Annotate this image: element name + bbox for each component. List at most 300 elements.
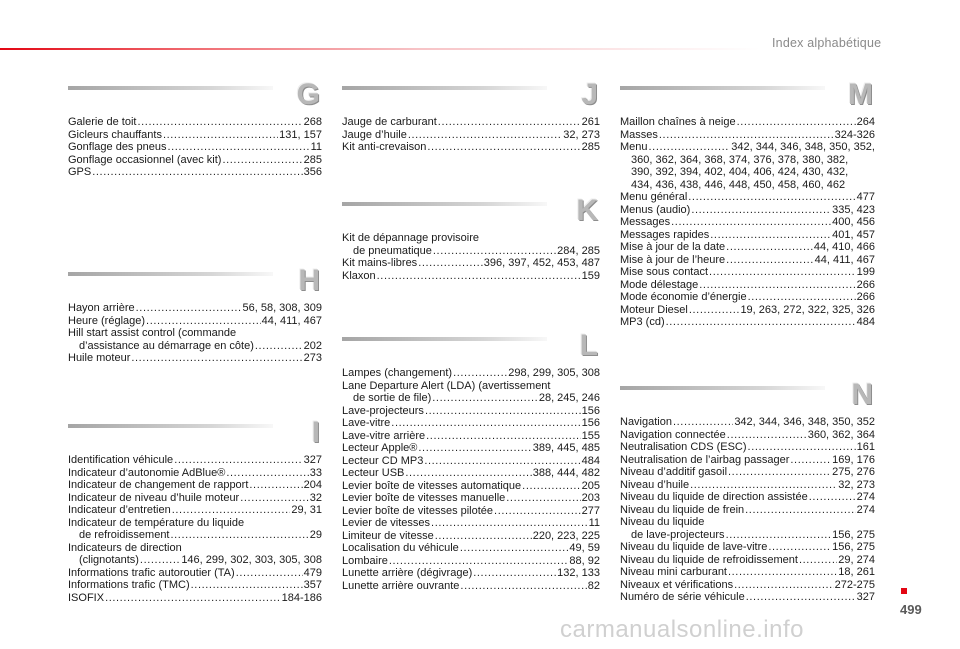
entry-term: Niveau du liquide de direction assistée (620, 491, 808, 503)
index-entry (68, 504, 322, 517)
entry-term: Lecteur USB (342, 467, 405, 479)
entry-list (68, 454, 322, 604)
header-rule (342, 337, 547, 341)
section-header (68, 78, 322, 116)
entry-term: Neutralisation de l’airbag passager (620, 453, 790, 466)
entry-term: Indicateur de changement de rapport (68, 479, 249, 491)
header-rule (620, 386, 825, 390)
entry-pages: 184-186 (281, 591, 322, 604)
entry-pages: 272-275 (834, 578, 875, 591)
entry-term: de sortie de file) (353, 392, 432, 404)
dot-leader (427, 141, 580, 154)
index-entry (342, 116, 600, 129)
dot-leader (425, 405, 581, 418)
dot-leader (191, 579, 303, 592)
dot-leader (709, 266, 856, 279)
entry-list (620, 116, 875, 329)
entry-term: Moteur Diesel (620, 303, 688, 316)
dot-leader (506, 492, 580, 505)
section-letter: I (311, 416, 320, 449)
entry-term: Kit mains-libres (342, 257, 418, 269)
dot-leader (726, 529, 832, 542)
entry-term: GPS (68, 166, 92, 178)
entry-pages: 33 (309, 466, 322, 479)
section-letter: M (848, 78, 873, 111)
index-entry (68, 517, 322, 542)
entry-term: Niveau d’huile (620, 478, 690, 491)
entry-list (342, 116, 600, 154)
entry-pages: 205 (581, 479, 600, 492)
index-entry (68, 315, 322, 328)
entry-term: Lunette arrière ouvrante (342, 579, 460, 592)
index-entry (342, 567, 600, 580)
section-header (68, 264, 322, 302)
entry-term-line: 434, 436, 438, 446, 448, 450, 458, 460, 462 (631, 178, 846, 191)
entry-term: Niveau du liquide de refroidissement (620, 553, 798, 566)
entry-pages: 49, 59 (569, 542, 600, 554)
entry-term: Lampes (changement) (342, 367, 453, 379)
entry-pages: 44, 410, 466 (813, 241, 875, 253)
entry-term: Niveaux et vérifications (620, 578, 734, 591)
entry-pages: 479 (303, 566, 322, 579)
entry-pages: 146, 299, 302, 303, 305, 308 (181, 554, 322, 566)
dot-leader (391, 417, 580, 430)
dot-leader (710, 229, 831, 242)
index-entry (342, 580, 600, 593)
dot-leader (649, 141, 731, 154)
entry-term: Jauge d’huile (342, 128, 407, 141)
entry-pages: 169, 176 (832, 453, 875, 466)
entry-pages: 400, 456 (832, 216, 875, 228)
dot-leader (438, 116, 581, 129)
entry-term: Menu général (620, 191, 688, 203)
header-rule (68, 86, 273, 90)
entry-pages: 29, 274 (838, 553, 875, 566)
entry-pages: 204 (303, 479, 322, 491)
dot-leader (167, 141, 309, 154)
entry-term: Hayon arrière (68, 302, 135, 314)
entry-pages: 155 (581, 429, 600, 442)
entry-pages: 396, 397, 452, 453, 487 (483, 257, 600, 269)
entry-pages: 161 (856, 441, 875, 453)
index-entry (342, 380, 600, 405)
entry-term: Levier boîte de vitesses pilotée (342, 504, 494, 517)
entry-list (342, 232, 600, 282)
entry-term: Levier boîte de vitesses manuelle (342, 492, 506, 504)
entry-pages: 484 (581, 454, 600, 467)
entry-term: de lave-projecteurs (631, 528, 725, 541)
dot-leader (136, 302, 242, 315)
entry-pages: 28, 245, 246 (538, 392, 600, 404)
index-entry (620, 566, 875, 579)
dot-leader (92, 166, 302, 179)
entry-pages: 88, 92 (569, 554, 600, 567)
dot-leader (728, 466, 831, 479)
entry-term: Informations trafic (TMC) (68, 579, 190, 591)
index-entry (68, 454, 322, 467)
entry-term: d’assistance au démarrage en côte) (79, 339, 254, 352)
entry-pages: 29 (309, 529, 322, 541)
entry-pages: 261 (581, 116, 600, 128)
entry-pages: 484 (856, 316, 875, 328)
index-section-g (68, 78, 322, 179)
index-entry (68, 166, 322, 179)
dot-leader (737, 116, 856, 129)
entry-term: Galerie de toit (68, 116, 137, 128)
dot-leader (405, 467, 531, 480)
index-entry (68, 479, 322, 492)
entry-pages: 56, 58, 308, 309 (242, 302, 322, 314)
entry-term-line: Hill start assist control (commande (68, 327, 237, 339)
index-entry (620, 254, 875, 267)
index-section-h (68, 264, 322, 365)
entry-term: Jauge de carburant (342, 116, 437, 128)
entry-term-line: Indicateurs de direction (68, 541, 182, 554)
corner-marker (901, 588, 907, 594)
entry-term-line: Lane Departure Alert (LDA) (avertissement (342, 379, 551, 392)
entry-term-line: 360, 362, 364, 368, 374, 376, 378, 380, 382, (631, 153, 849, 166)
index-section-l (342, 329, 600, 592)
dot-leader (688, 191, 855, 204)
index-entry (620, 579, 875, 592)
dot-leader (768, 541, 831, 554)
index-entry (68, 352, 322, 365)
entry-term: Indicateur d’autonomie AdBlue® (68, 466, 226, 479)
section-title: Index alphabétique (772, 36, 882, 50)
top-accent-bar (0, 48, 760, 50)
index-entry (620, 416, 875, 429)
entry-term: Niveau du liquide de frein (620, 503, 745, 516)
entry-term: Mise à jour de l’heure (620, 253, 726, 266)
entry-term: Niveau mini carburant (620, 566, 727, 578)
entry-pages: 389, 445, 485 (532, 442, 600, 454)
entry-term: Menus (audio) (620, 203, 691, 216)
entry-pages: 274 (856, 503, 875, 516)
entry-term-line: Kit de dépannage provisoire (342, 232, 479, 244)
dot-leader (690, 479, 837, 492)
index-entry (620, 516, 875, 541)
entry-term: Kit anti-crevaison (342, 141, 427, 153)
entry-term: (clignotants) (79, 554, 139, 566)
index-entry (620, 491, 875, 504)
entry-term: Numéro de série véhicule (620, 591, 745, 603)
entry-pages: 342, 344, 346, 348, 350, 352, (731, 141, 875, 153)
dot-leader (240, 492, 309, 505)
watermark: carmanualsonline.info (560, 616, 804, 643)
entry-pages: 275, 276 (832, 466, 875, 478)
entry-pages: 202 (303, 339, 322, 352)
entry-term: Mode délestage (620, 278, 699, 291)
section-header (342, 194, 600, 232)
index-entry (620, 454, 875, 467)
index-section-n (620, 378, 875, 604)
entry-list (342, 367, 600, 592)
dot-leader (691, 204, 831, 217)
entry-pages: 156 (581, 417, 600, 429)
index-entry (620, 466, 875, 479)
dot-leader (435, 530, 532, 543)
dot-leader (249, 479, 302, 492)
entry-term: Lave-projecteurs (342, 404, 424, 417)
index-entry (620, 216, 875, 229)
dot-leader (236, 567, 303, 580)
dot-leader (131, 352, 302, 365)
entry-term: Niveau du liquide de lave-vitre (620, 541, 768, 553)
dot-leader (140, 554, 180, 567)
section-letter: J (581, 78, 598, 111)
entry-term: ISOFIX (68, 591, 105, 604)
page-number: 499 (900, 602, 922, 617)
entry-pages: 159 (581, 269, 600, 282)
dot-leader (105, 592, 281, 605)
entry-term: Niveau d’additif gasoil (620, 466, 728, 478)
entry-term: Levier de vitesses (342, 517, 431, 529)
dot-leader (171, 529, 309, 542)
entry-pages: 327 (303, 454, 322, 466)
entry-pages: 285 (303, 153, 322, 166)
entry-term: Informations trafic autoroutier (TA) (68, 566, 235, 579)
entry-term: Gonflage des pneus (68, 141, 167, 153)
index-entry (342, 430, 600, 443)
entry-term-line: 390, 392, 394, 402, 404, 406, 424, 430, 432, (631, 166, 849, 178)
header-rule (342, 86, 547, 90)
index-entry (68, 141, 322, 154)
entry-term: Neutralisation CDS (ESC) (620, 441, 747, 453)
entry-term: Mise sous contact (620, 266, 709, 278)
entry-term: de refroidissement (79, 529, 170, 541)
dot-leader (172, 504, 291, 517)
entry-pages: 203 (581, 492, 600, 504)
entry-pages: 357 (303, 579, 322, 591)
entry-pages: 11 (588, 517, 600, 529)
entry-term: Lombaire (342, 554, 388, 567)
entry-pages: 19, 263, 272, 322, 325, 326 (740, 303, 875, 316)
section-header (68, 416, 322, 454)
entry-pages: 132, 133 (557, 567, 600, 579)
index-entry (342, 417, 600, 430)
dot-leader (460, 580, 586, 593)
index-entry (342, 505, 600, 518)
entry-term: Lecteur CD MP3 (342, 454, 424, 467)
index-entry (342, 442, 600, 455)
entry-pages: 156 (581, 404, 600, 417)
entry-term: Huile moteur (68, 352, 131, 364)
entry-term: Levier boîte de vitesses automatique (342, 479, 522, 492)
dot-leader (745, 504, 856, 517)
dot-leader (666, 316, 856, 329)
index-entry (620, 541, 875, 554)
entry-term: Gicleurs chauffants (68, 128, 162, 141)
dot-leader (418, 257, 483, 270)
entry-pages: 327 (856, 591, 875, 603)
dot-leader (377, 270, 581, 283)
dot-leader (726, 254, 813, 267)
dot-leader (424, 455, 580, 468)
entry-term: Masses (620, 128, 658, 141)
index-entry (342, 517, 600, 530)
index-entry (620, 141, 875, 191)
index-entry (68, 327, 322, 352)
section-letter: K (576, 194, 598, 227)
index-entry (620, 279, 875, 292)
entry-pages: 220, 223, 225 (532, 529, 600, 542)
entry-pages: 273 (303, 352, 322, 364)
entry-pages: 335, 423 (832, 203, 875, 216)
index-entry (620, 429, 875, 442)
dot-leader (163, 129, 278, 142)
entry-pages: 266 (856, 291, 875, 303)
section-letter: N (851, 378, 873, 411)
entry-pages: 360, 362, 364 (807, 428, 875, 441)
dot-leader (799, 554, 837, 567)
entry-pages: 285 (581, 141, 600, 153)
entry-pages: 401, 457 (832, 228, 875, 241)
dot-leader (728, 566, 837, 579)
entry-pages: 324-326 (834, 128, 875, 141)
entry-term: Mode économie d’énergie (620, 291, 747, 303)
entry-term: Lave-vitre arrière (342, 429, 426, 442)
dot-leader (222, 154, 302, 167)
entry-pages: 274 (856, 491, 875, 503)
dot-leader (746, 591, 856, 604)
entry-term: Menu (620, 141, 648, 153)
entry-pages: 266 (856, 278, 875, 291)
index-entry (68, 567, 322, 580)
section-letter: L (579, 329, 598, 362)
entry-term-line: Niveau du liquide (620, 516, 705, 528)
dot-leader (734, 579, 834, 592)
index-entry (342, 467, 600, 480)
entry-term: Gonflage occasionnel (avec kit) (68, 153, 222, 166)
dot-leader (727, 429, 807, 442)
dot-leader (671, 216, 831, 229)
entry-pages: 356 (303, 166, 322, 178)
index-entry (342, 480, 600, 493)
index-entry (620, 554, 875, 567)
entry-term-line: Indicateur de température du liquide (68, 516, 245, 529)
index-entry (620, 441, 875, 454)
index-entry (620, 304, 875, 317)
dot-leader (699, 279, 855, 292)
dot-leader (522, 480, 580, 493)
dot-leader (453, 367, 507, 380)
entry-pages: 11 (310, 141, 322, 153)
dot-leader (146, 315, 261, 328)
index-entry (342, 555, 600, 568)
entry-term: Messages (620, 216, 671, 228)
index-entry (620, 191, 875, 204)
entry-term: Lave-vitre (342, 417, 391, 429)
entry-pages: 44, 411, 467 (261, 314, 322, 327)
index-entry (68, 154, 322, 167)
index-entry (342, 257, 600, 270)
entry-pages: 44, 411, 467 (814, 253, 875, 266)
header-rule (68, 272, 273, 276)
index-section-k (342, 194, 600, 282)
index-entry (68, 579, 322, 592)
index-entry (620, 479, 875, 492)
index-entry (620, 129, 875, 142)
index-entry (342, 405, 600, 418)
index-entry (342, 455, 600, 468)
entry-term: Navigation connectée (620, 428, 726, 441)
index-entry (68, 592, 322, 605)
dot-leader (494, 505, 581, 518)
entry-pages: 18, 261 (838, 566, 875, 578)
index-entry (68, 542, 322, 567)
header-rule (68, 424, 273, 428)
index-entry (620, 116, 875, 129)
dot-leader (473, 567, 556, 580)
dot-leader (426, 430, 581, 443)
dot-leader (255, 340, 303, 353)
section-header (342, 329, 600, 367)
entry-list (68, 302, 322, 365)
entry-term: Maillon chaînes à neige (620, 116, 736, 128)
entry-list (620, 416, 875, 604)
dot-leader (726, 241, 813, 254)
index-section-m (620, 78, 875, 329)
dot-leader (790, 454, 831, 467)
entry-list (68, 116, 322, 179)
entry-pages: 32, 273 (838, 478, 875, 491)
entry-term: Lecteur Apple® (342, 442, 418, 454)
entry-term: de pneumatique (353, 244, 432, 257)
entry-pages: 284, 285 (557, 244, 600, 257)
index-entry (620, 204, 875, 217)
index-entry (620, 291, 875, 304)
entry-term: MP3 (cd) (620, 316, 665, 328)
dot-leader (460, 542, 569, 555)
entry-pages: 32 (309, 491, 322, 504)
entry-term: Limiteur de vitesse (342, 529, 434, 542)
dot-leader (389, 555, 569, 568)
entry-pages: 477 (856, 191, 875, 203)
entry-pages: 82 (587, 579, 600, 592)
index-entry (68, 116, 322, 129)
dot-leader (408, 129, 562, 142)
index-entry (342, 367, 600, 380)
section-header (620, 378, 875, 416)
index-entry (342, 530, 600, 543)
dot-leader (748, 291, 856, 304)
entry-term: Lunette arrière (dégivrage) (342, 567, 473, 579)
section-letter: G (296, 78, 320, 111)
dot-leader (174, 454, 302, 467)
dot-leader (673, 416, 733, 429)
entry-term: Mise à jour de la date (620, 241, 726, 253)
dot-leader (418, 442, 531, 455)
entry-term: Indicateur d’entretien (68, 504, 171, 516)
index-entry (342, 232, 600, 257)
index-entry (620, 316, 875, 329)
index-section-i (68, 416, 322, 604)
index-entry (342, 542, 600, 555)
index-entry (68, 302, 322, 315)
index-entry (342, 141, 600, 154)
dot-leader (432, 392, 538, 405)
index-entry (620, 504, 875, 517)
dot-leader (659, 129, 834, 142)
entry-pages: 156, 275 (832, 541, 875, 553)
dot-leader (431, 517, 588, 530)
entry-term: Messages rapides (620, 228, 710, 241)
entry-pages: 29, 31 (291, 504, 322, 516)
index-section-j (342, 78, 600, 154)
section-letter: H (298, 264, 320, 297)
index-entry (68, 492, 322, 505)
entry-pages: 277 (581, 504, 600, 517)
